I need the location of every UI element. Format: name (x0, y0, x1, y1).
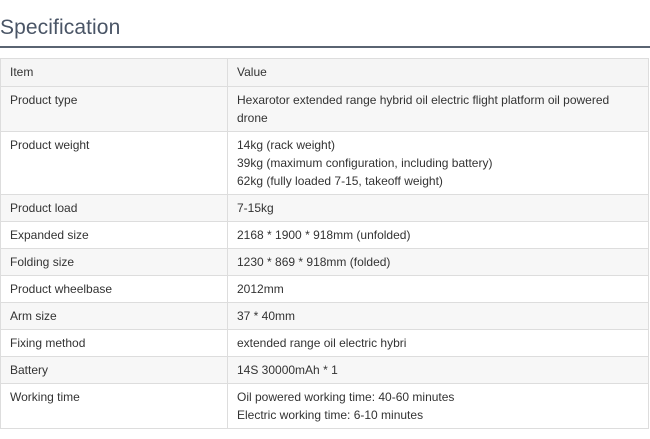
spec-value-line: 62kg (fully loaded 7-15, takeoff weight) (237, 174, 443, 188)
spec-value-line: 1230 * 869 * 918mm (folded) (237, 255, 391, 269)
table-row (1, 87, 649, 132)
spec-item-label: Arm size (1, 303, 228, 330)
spec-table (0, 58, 649, 429)
table-row (1, 132, 649, 195)
spec-item-label: Product wheelbase (1, 276, 228, 303)
table-row (1, 330, 649, 357)
spec-item-label: Working time (1, 384, 228, 429)
spec-value-line: Hexarotor extended range hybrid oil electric flight platform oil powered (237, 93, 610, 107)
spec-item-value (228, 330, 649, 357)
spec-item-label: Product type (1, 87, 228, 132)
spec-item-label: Folding size (1, 249, 228, 276)
table-row (1, 384, 649, 429)
table-row (1, 303, 649, 330)
spec-item-label: Expanded size (1, 222, 228, 249)
spec-item-value (228, 222, 649, 249)
spec-value-line: 14kg (rack weight) (237, 138, 336, 152)
spec-item-value (228, 132, 649, 195)
spec-value-line: 2168 * 1900 * 918mm (unfolded) (237, 228, 411, 242)
table-row (1, 222, 649, 249)
spec-value-line: 2012mm (237, 282, 284, 296)
table-row (1, 357, 649, 384)
spec-item-value (228, 384, 649, 429)
spec-value-line: extended range oil electric hybri (237, 336, 407, 350)
table-header-row (1, 59, 649, 87)
title-divider (0, 46, 650, 48)
header-value: Value (228, 59, 649, 87)
spec-value-line: drone (237, 111, 268, 125)
header-item: Item (1, 59, 228, 87)
table-row (1, 249, 649, 276)
spec-item-label: Product load (1, 195, 228, 222)
spec-item-label: Battery (1, 357, 228, 384)
spec-value-line: 39kg (maximum configuration, including battery) (237, 156, 493, 170)
spec-value-line: Electric working time: 6-10 minutes (237, 408, 424, 422)
spec-value-line: 37 * 40mm (237, 309, 296, 323)
table-body (1, 87, 649, 429)
spec-value-line: 14S 30000mAh * 1 (237, 363, 338, 377)
table-row (1, 276, 649, 303)
spec-item-value (228, 87, 649, 132)
spec-item-label: Fixing method (1, 330, 228, 357)
spec-item-value (228, 249, 649, 276)
spec-value-line: Oil powered working time: 40-60 minutes (237, 390, 455, 404)
spec-value-line: 7-15kg (237, 201, 274, 215)
table-row (1, 195, 649, 222)
spec-item-value (228, 357, 649, 384)
spec-item-value (228, 303, 649, 330)
spec-item-value (228, 276, 649, 303)
spec-item-label: Product weight (1, 132, 228, 195)
spec-item-value (228, 195, 649, 222)
section-title: Specification (0, 16, 121, 39)
